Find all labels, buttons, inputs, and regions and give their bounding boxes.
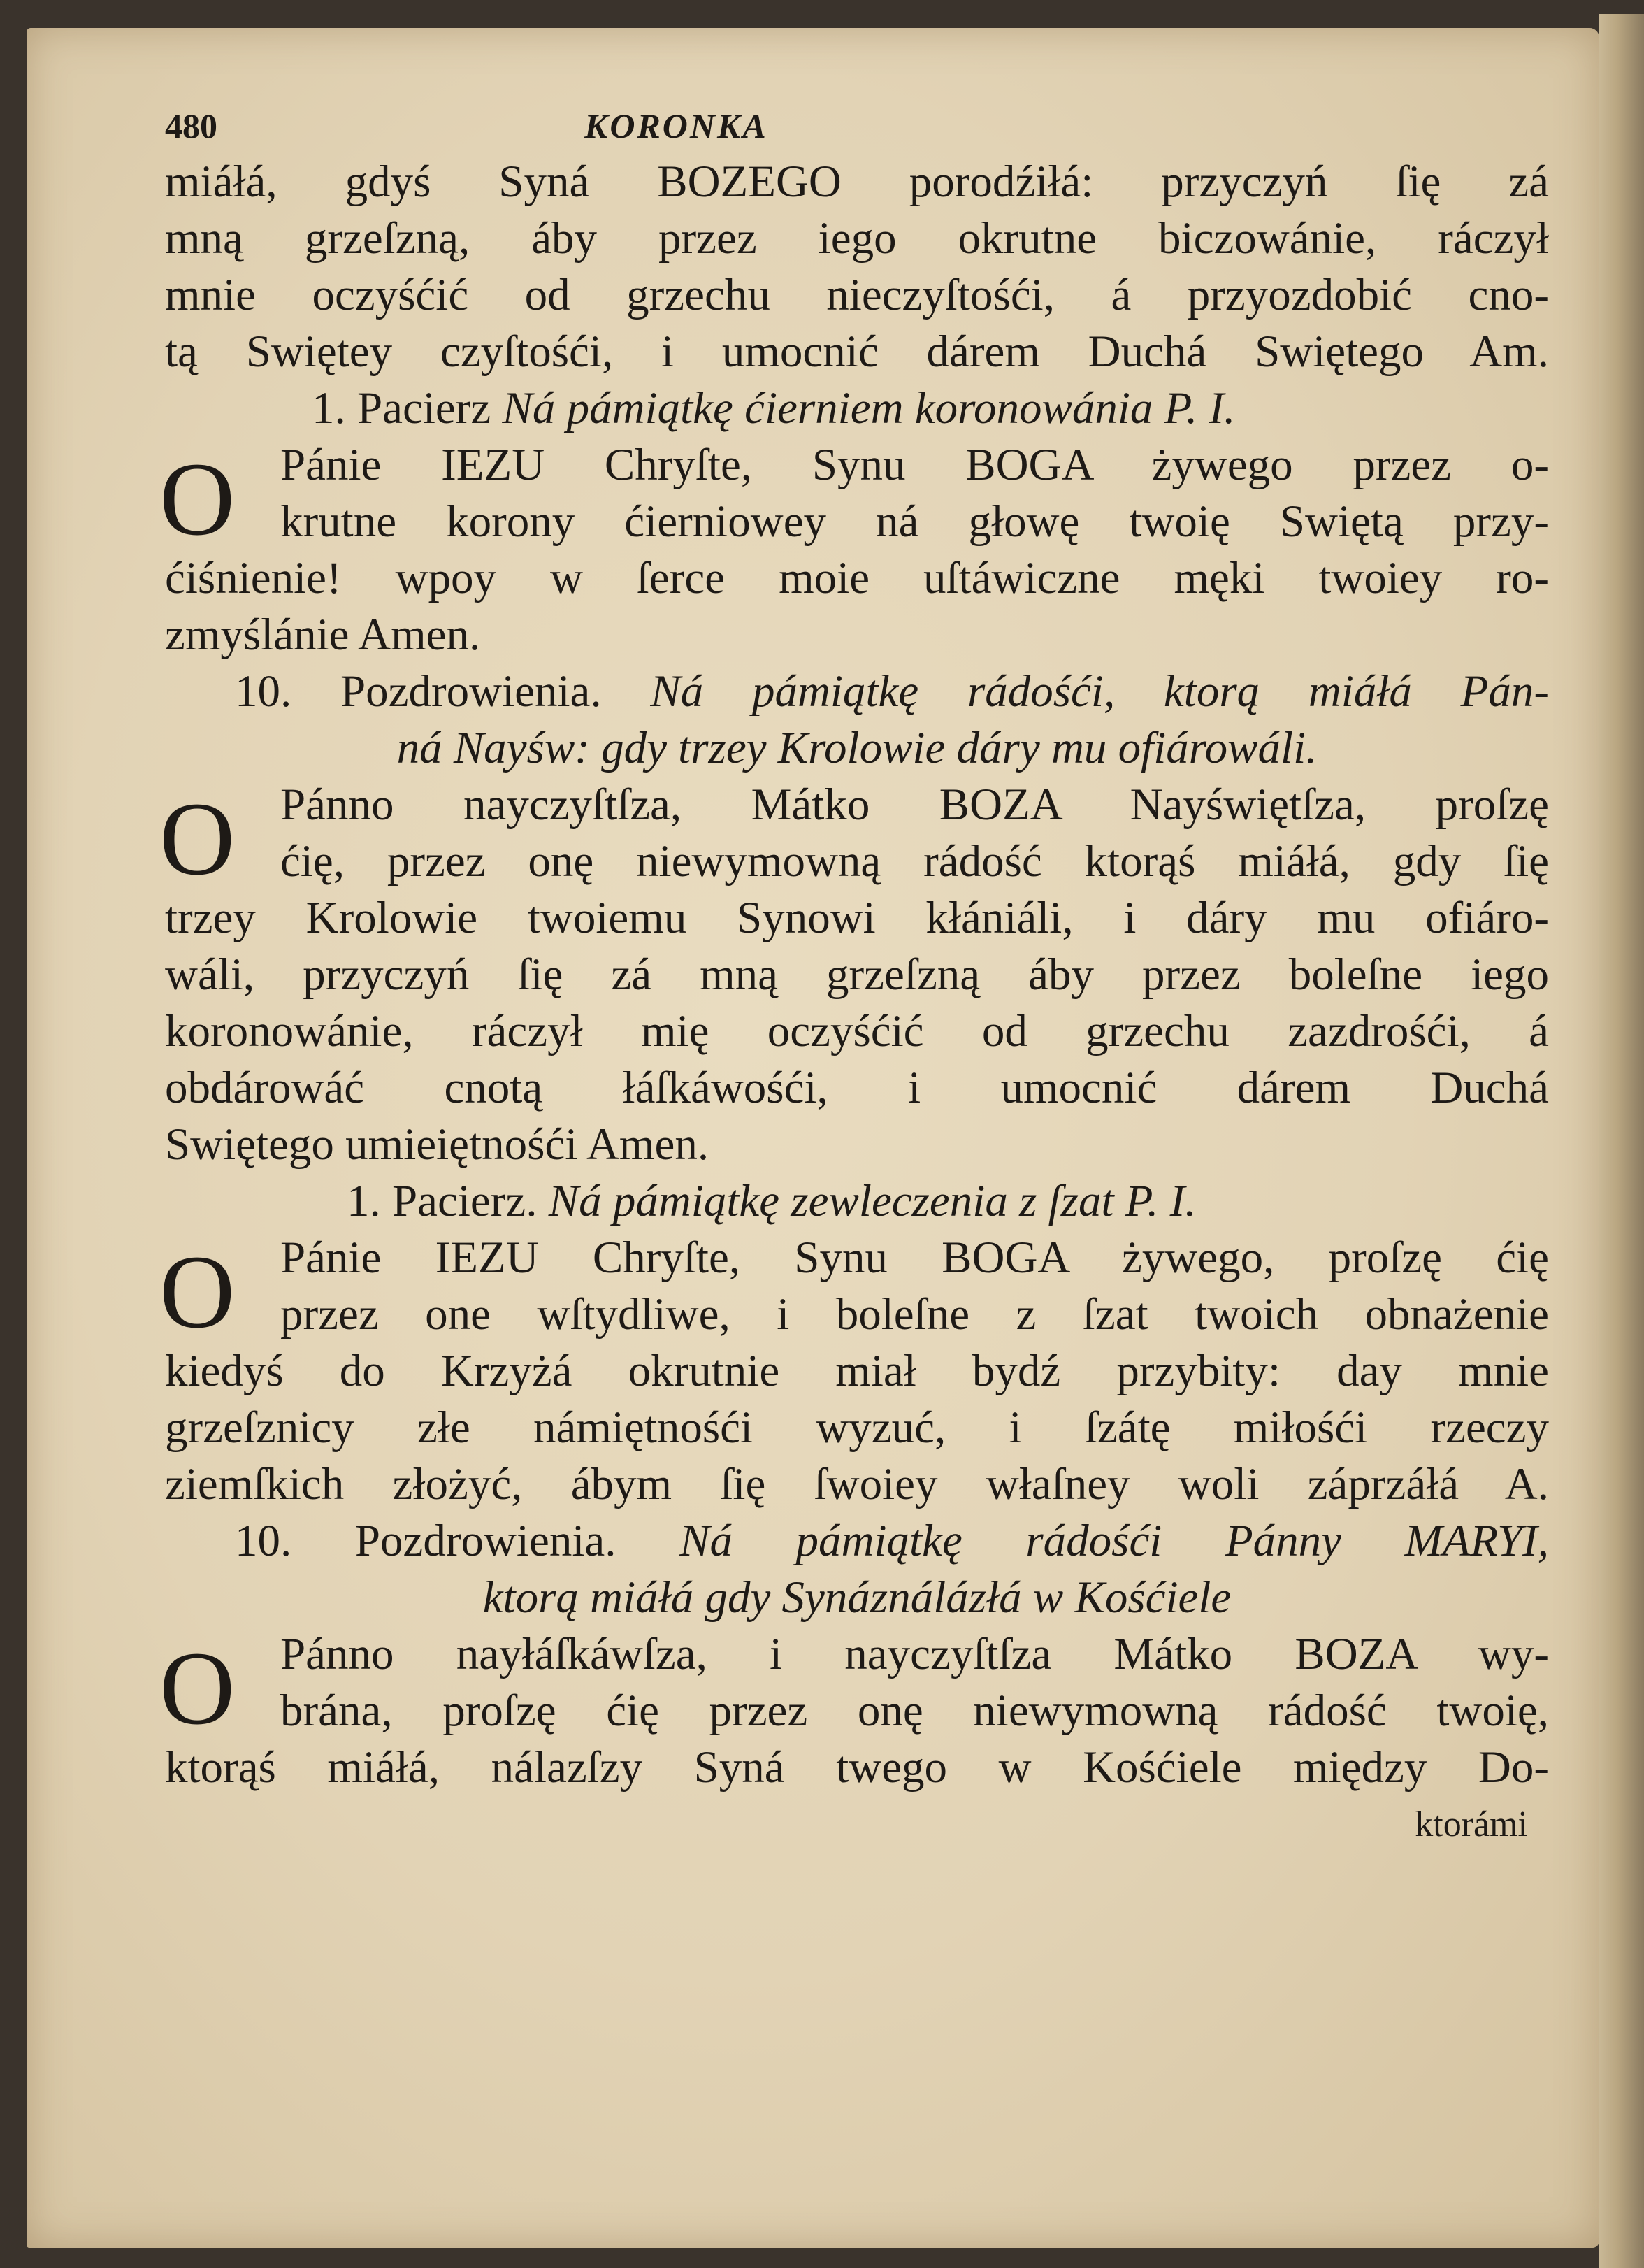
text-line: ćię, przez onę niewymowną rádość ktorąś miáłá, gdy ſię <box>280 836 1549 887</box>
drop-cap: O <box>159 441 236 557</box>
text-line: tą Swiętey czyſtośći, i umocnić dárem Duchá Swiętego Am. <box>165 326 1549 377</box>
heading-prefix: 10. Pozdrowienia. <box>235 666 602 717</box>
text-line: Pánno nayczyſtſza, Mátko BOZA Nayświętſza, proſzę <box>280 780 1549 830</box>
text-line: ziemſkich złożyć, ábym ſię ſwoiey właſney woli záprzáłá A. <box>165 1459 1549 1509</box>
prayer-paragraph <box>159 437 1549 663</box>
prayer-paragraph <box>159 1626 1549 1796</box>
heading-title: Ná pámiątkę ćierniem koronowánia P. I. <box>502 383 1236 433</box>
section-heading <box>165 663 1549 720</box>
text-line: grzeſznicy złe námiętnośći wyzuć, i ſzátę miłośći rzeczy <box>165 1402 1549 1453</box>
text-line: obdárowáć cnotą łáſkáwośći, i umocnić dárem Duchá <box>165 1063 1549 1113</box>
heading-prefix: 10. Pozdrowienia. <box>235 1516 616 1566</box>
text-line: miáłá, gdyś Syná BOZEGO porodźiłá: przyczyń ſię zá <box>165 157 1549 207</box>
drop-cap: O <box>159 1234 236 1350</box>
section-heading <box>165 1513 1549 1570</box>
text-line: zmyślánie Amen. <box>165 610 481 660</box>
heading-title: Ná pámiątkę rádośći Pánny MARYI, <box>679 1516 1550 1566</box>
page-number: 480 <box>165 106 217 145</box>
section-heading <box>165 380 1549 437</box>
facing-page-edge <box>1599 14 1644 2268</box>
text-line: trzey Krolowie twoiemu Synowi kłániáli, i dáry mu ofiáro- <box>165 893 1549 943</box>
page-header <box>165 98 1549 154</box>
prayer-paragraph <box>159 777 1549 1173</box>
drop-cap: O <box>159 781 236 897</box>
text-line: brána, proſzę ćię przez onę niewymowną rádość twoię, <box>280 1686 1549 1736</box>
running-head: KORONKA <box>584 106 768 145</box>
text-line: Pánie IEZU Chryſte, Synu BOGA żywego przez o- <box>280 440 1549 490</box>
page-text <box>159 98 1550 1853</box>
heading-title-continued: ná Nayśw: gdy trzey Krolowie dáry mu ofiárowáli. <box>396 723 1318 773</box>
section-heading <box>165 1173 1549 1230</box>
text-line: wáli, przyczyń ſię zá mną grzeſzną áby przez boleſne iego <box>165 949 1549 1000</box>
text-line: ćiśnienie! wpoy w ſerce moie uſtáwiczne męki twoiey ro- <box>165 553 1549 603</box>
text-line: krutne korony ćierniowey ná głowę twoię Swiętą przy- <box>280 496 1549 547</box>
drop-cap: O <box>159 1630 236 1746</box>
heading-title: Ná pámiątkę rádośći, ktorą miáłá Pán- <box>650 666 1550 717</box>
catchword: ktorámi <box>1415 1804 1528 1844</box>
heading-title: Ná pámiątkę zewleczenia z ſzat P. I. <box>548 1176 1197 1226</box>
text-line: przez one wſtydliwe, i boleſne z ſzat twoich obnażenie <box>280 1289 1549 1340</box>
text-line: Swiętego umieiętnośći Amen. <box>165 1119 709 1170</box>
heading-prefix: 1. Pacierz. <box>347 1176 538 1226</box>
heading-title-continued: ktorą miáłá gdy Synáználázłá w Kośćiele <box>482 1572 1232 1623</box>
text-line: Pánie IEZU Chryſte, Synu BOGA żywego, proſzę ćię <box>280 1233 1549 1283</box>
heading-prefix: 1. Pacierz <box>312 383 491 433</box>
text-line: mną grzeſzną, áby przez iego okrutne biczowánie, ráczył <box>165 213 1549 264</box>
text-line: kiedyś do Krzyżá okrutnie miał bydź przybity: day mnie <box>165 1346 1549 1396</box>
prayer-paragraph <box>159 1230 1549 1513</box>
text-line: mnie oczyśćić od grzechu nieczyſtośći, á przyozdobić cno- <box>165 270 1549 320</box>
text-line: Pánno nayłáſkáwſza, i nayczyſtſza Mátko BOZA wy- <box>280 1629 1549 1679</box>
text-line: ktorąś miáłá, nálazſzy Syná twego w Kośćiele między Do- <box>165 1742 1549 1793</box>
text-line: koronowánie, ráczył mię oczyśćić od grzechu zazdrośći, á <box>165 1006 1549 1056</box>
